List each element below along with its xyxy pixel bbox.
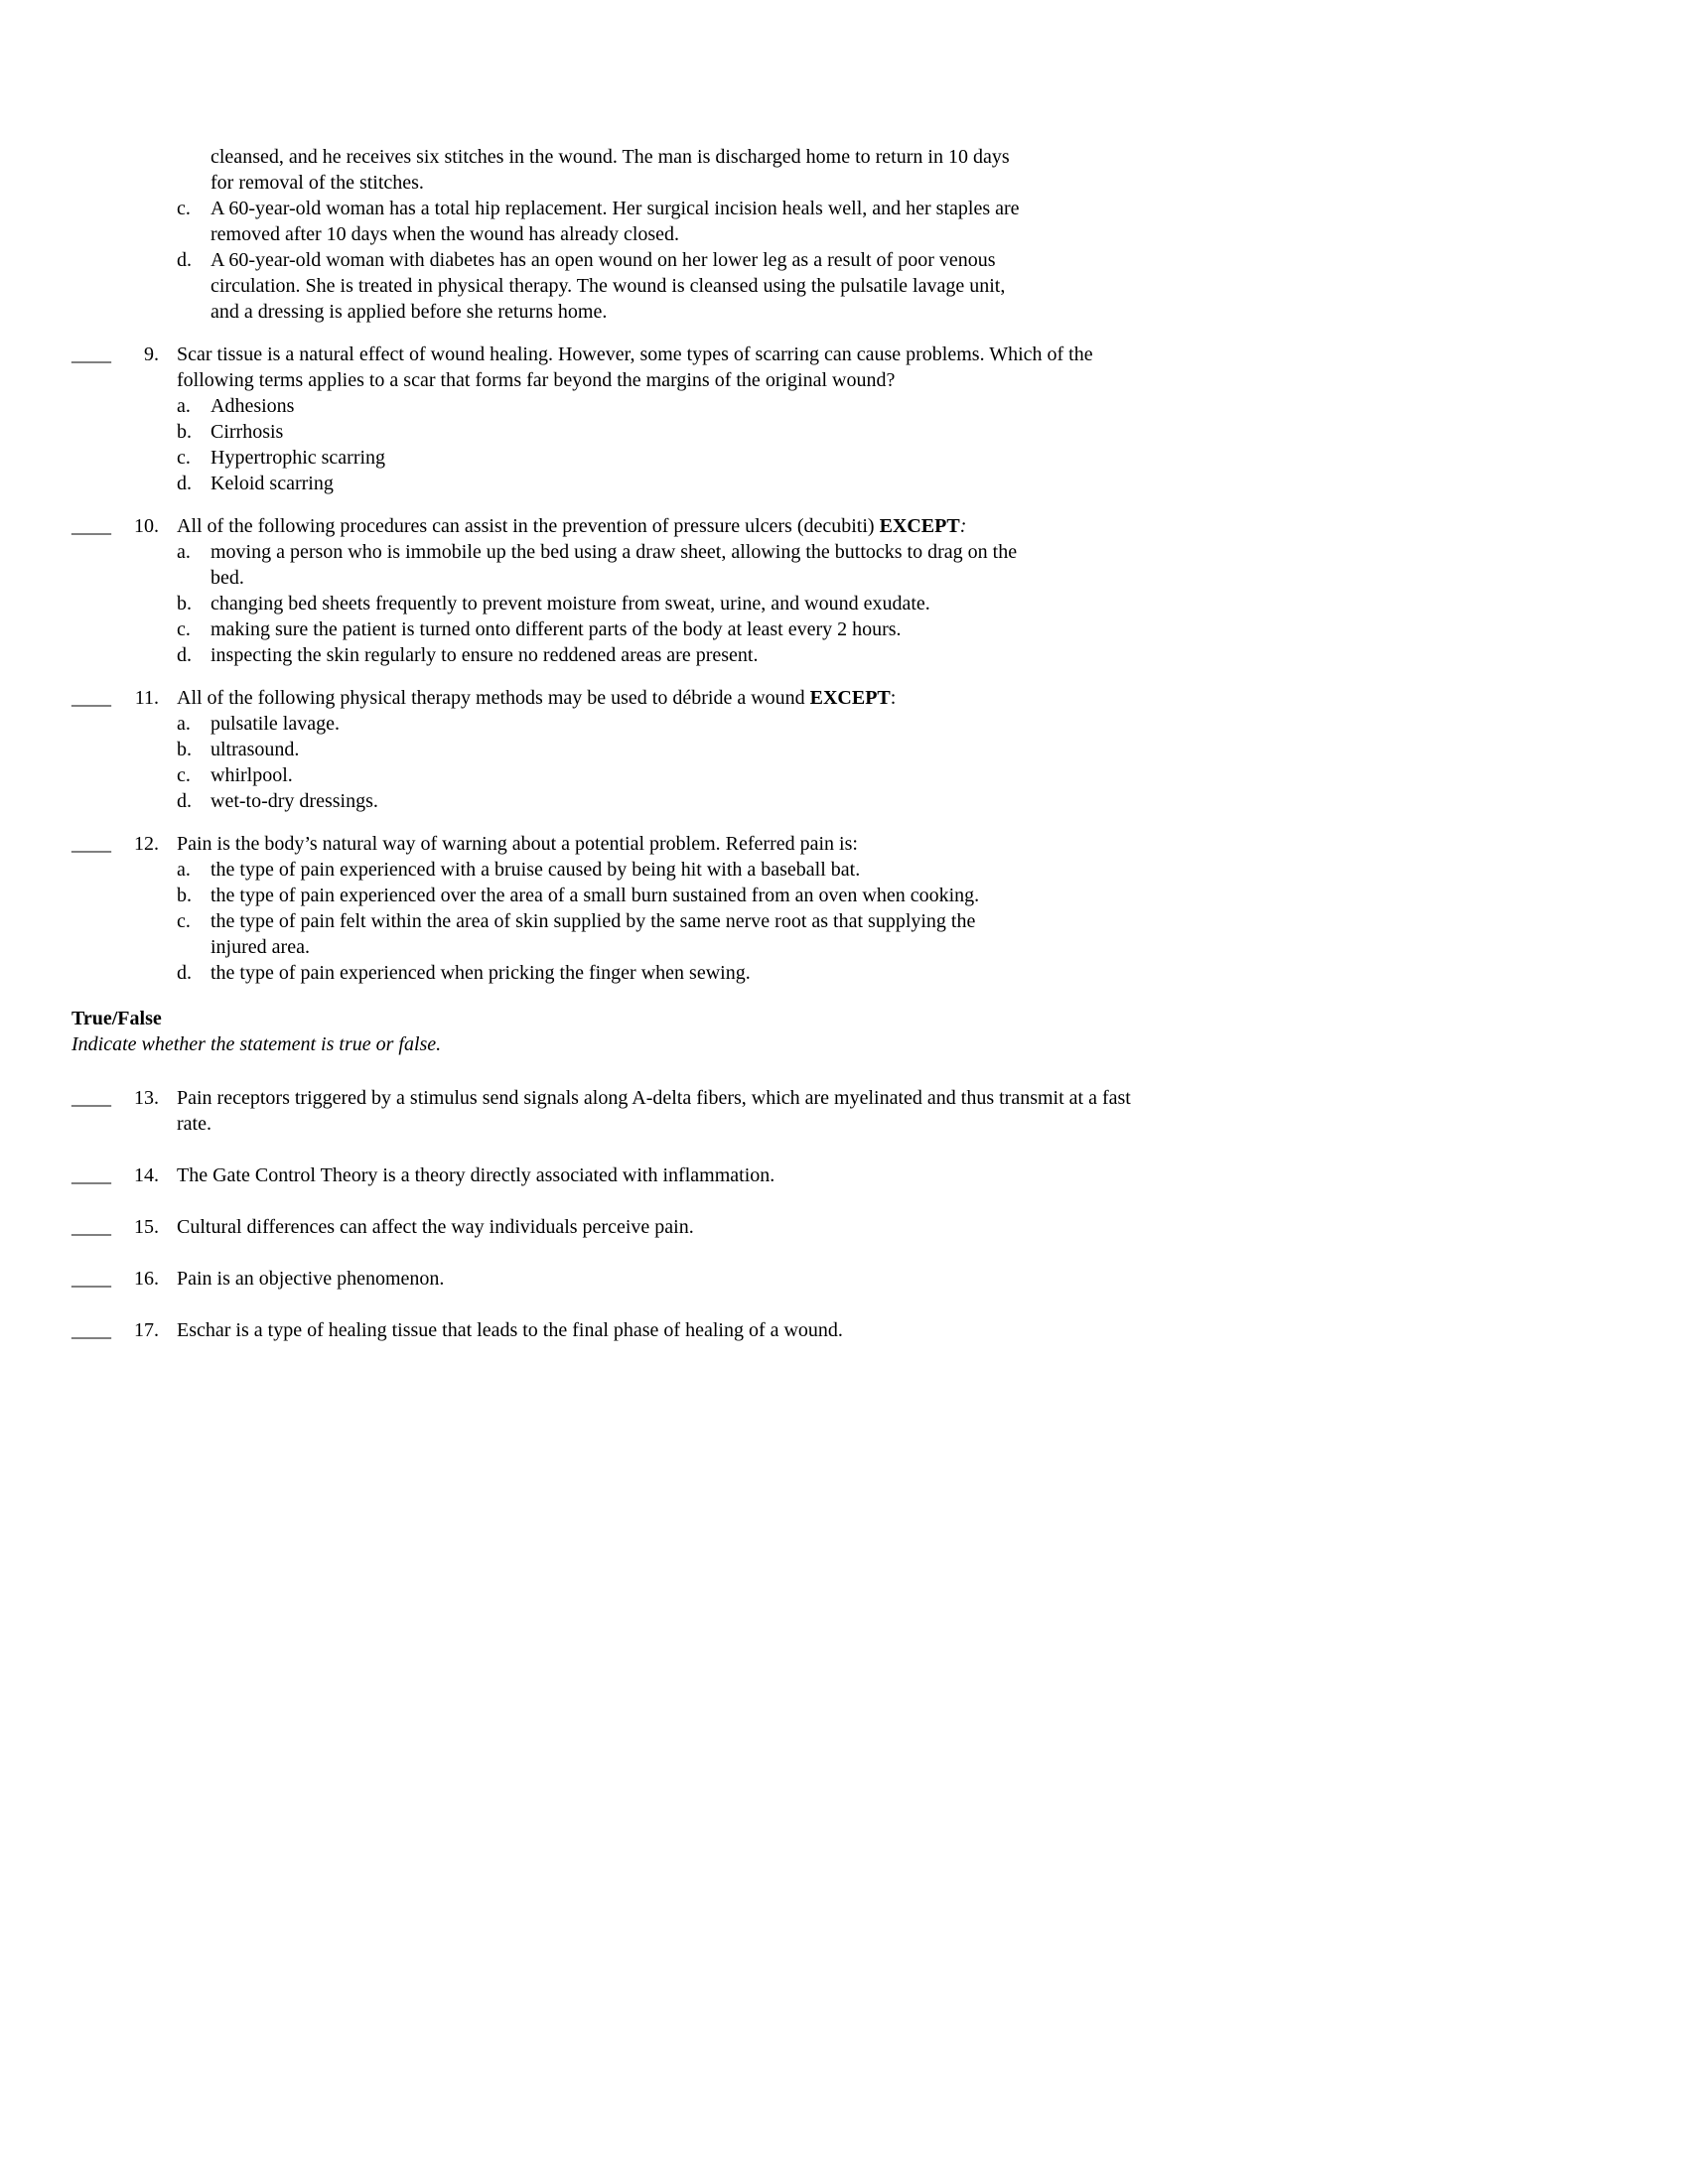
question-body — [177, 341, 1132, 496]
option-letter: a. — [177, 859, 191, 881]
option-text: pulsatile lavage. — [211, 713, 340, 735]
option-text: ultrasound. — [211, 739, 300, 760]
option-letter: d. — [177, 962, 192, 984]
answer-option — [177, 616, 1132, 642]
question-number: 14. — [134, 1164, 159, 1186]
question-stem — [177, 341, 1132, 393]
answer-option — [177, 857, 1132, 883]
option-letter: b. — [177, 593, 192, 614]
option-text: Cirrhosis — [211, 421, 284, 443]
options-list — [177, 539, 1132, 668]
option-text: Adhesions — [211, 395, 295, 417]
answer-blank: ____ — [71, 1216, 111, 1238]
option-text: making sure the patient is turned onto different parts of the body at least every 2 hours. — [211, 618, 902, 640]
question-number: 13. — [134, 1087, 159, 1109]
question-body — [177, 685, 1132, 814]
answer-option — [177, 883, 1132, 908]
option-text: changing bed sheets frequently to prevent moisture from sweat, urine, and wound exudate. — [211, 593, 930, 614]
true-false-instruction: Indicate whether the statement is true or false. — [71, 1033, 442, 1055]
question-stem — [177, 831, 1132, 857]
multiple-choice-section — [71, 341, 1617, 986]
question-stem-text: All of the following procedures can assist in the prevention of pressure ulcers (decubiti) — [177, 515, 880, 537]
question-number: 12. — [134, 833, 159, 855]
statement-text: Pain is an objective phenomenon. — [177, 1268, 445, 1290]
true-false-question — [71, 1162, 1617, 1188]
option-letter: d. — [177, 644, 192, 666]
question-number: 9. — [144, 343, 159, 365]
statement-text: The Gate Control Theory is a theory directly associated with inflammation. — [177, 1164, 775, 1186]
question-stem — [177, 685, 1132, 711]
option-text: whirlpool. — [211, 764, 293, 786]
question-number: 11. — [134, 687, 159, 709]
question-stem-text: All of the following physical therapy methods may be used to débride a wound — [177, 687, 810, 709]
option-text: A 60-year-old woman has a total hip replacement. Her surgical incision heals well, and her staples are removed after 10 days when the wound has already closed. — [211, 198, 1020, 245]
option-letter: b. — [177, 421, 192, 443]
option-letter: a. — [177, 541, 191, 563]
option-text: Hypertrophic scarring — [211, 447, 386, 469]
option-text: moving a person who is immobile up the bed using a draw sheet, allowing the buttocks to drag on the bed. — [211, 541, 1018, 589]
answer-option — [177, 960, 1132, 986]
option-letter: c. — [177, 198, 191, 219]
multiple-choice-question — [71, 831, 1617, 986]
answer-option — [177, 471, 1132, 496]
options-list — [177, 857, 1132, 986]
option-letter: c. — [177, 910, 191, 932]
question-stem-text: Scar tissue is a natural effect of wound healing. However, some types of scarring can cause problems. Which of the following terms applies to a scar that forms far beyond the margins of the original wound? — [177, 343, 1093, 391]
option-letter: c. — [177, 618, 191, 640]
answer-blank: ____ — [71, 833, 111, 855]
question-number: 15. — [134, 1216, 159, 1238]
answer-blank: ____ — [71, 1319, 111, 1341]
answer-option — [177, 196, 1132, 247]
true-false-question — [71, 1214, 1617, 1240]
statement-text: Cultural differences can affect the way individuals perceive pain. — [177, 1216, 694, 1238]
answer-blank: ____ — [71, 1268, 111, 1290]
multiple-choice-question — [71, 341, 1617, 496]
answer-option — [177, 908, 1132, 960]
question-body — [177, 831, 1132, 986]
answer-blank: ____ — [71, 515, 111, 537]
option-letter: b. — [177, 885, 192, 906]
question-body — [177, 1085, 1132, 1137]
question-number: 17. — [134, 1319, 159, 1341]
option-text: inspecting the skin regularly to ensure no reddened areas are present. — [211, 644, 759, 666]
options-list — [177, 393, 1132, 496]
answer-blank: ____ — [71, 1164, 111, 1186]
question-number: 10. — [134, 515, 159, 537]
option-letter: b. — [177, 739, 192, 760]
question-stem-text: : — [890, 687, 897, 709]
option-text: cleansed, and he receives six stitches in the wound. The man is discharged home to return in 10 days for removal of the stitches. — [211, 146, 1010, 194]
option-letter: d. — [177, 790, 192, 812]
option-text: the type of pain experienced with a bruise caused by being hit with a baseball bat. — [211, 859, 861, 881]
option-letter: c. — [177, 447, 191, 469]
answer-option — [177, 445, 1132, 471]
question-body — [177, 1162, 1132, 1188]
answer-blank: ____ — [71, 343, 111, 365]
true-false-question — [71, 1317, 1617, 1343]
answer-option — [177, 762, 1132, 788]
true-false-question — [71, 1266, 1617, 1292]
question-body — [177, 513, 1132, 668]
option-text: the type of pain experienced when pricking the finger when sewing. — [211, 962, 751, 984]
option-letter: a. — [177, 713, 191, 735]
question-body — [177, 1317, 1132, 1343]
option-text: A 60-year-old woman with diabetes has an open wound on her lower leg as a result of poor venous circulation. She is treated in physical therapy. The wound is cleansed using the pulsatile lavage unit, and a dressing is applied before she returns home. — [211, 249, 1006, 323]
answer-blank: ____ — [71, 1087, 111, 1109]
option-letter: c. — [177, 764, 191, 786]
option-letter — [177, 144, 211, 196]
answer-option — [177, 591, 1132, 616]
answer-option — [177, 247, 1132, 325]
statement-text: Eschar is a type of healing tissue that leads to the final phase of healing of a wound. — [177, 1319, 843, 1341]
option-letter: d. — [177, 249, 192, 271]
question-stem-text: : — [959, 515, 967, 537]
option-text: Keloid scarring — [211, 473, 334, 494]
option-letter: d. — [177, 473, 192, 494]
question-stem — [177, 513, 1132, 539]
question-body — [177, 1266, 1132, 1292]
option-letter: a. — [177, 395, 191, 417]
question-stem-text: EXCEPT — [809, 687, 891, 709]
answer-option — [177, 419, 1132, 445]
options-list — [177, 711, 1132, 814]
question-stem-text: Pain is the body’s natural way of warning about a potential problem. Referred pain is: — [177, 833, 858, 855]
answer-option — [177, 737, 1132, 762]
option-text: the type of pain felt within the area of skin supplied by the same nerve root as that supplying the injured area. — [211, 910, 976, 958]
answer-option — [177, 539, 1132, 591]
question-number: 16. — [134, 1268, 159, 1290]
option-text: the type of pain experienced over the area of a small burn sustained from an oven when cooking. — [211, 885, 980, 906]
true-false-section — [71, 1085, 1617, 1343]
answer-option — [177, 788, 1132, 814]
previous-question-continuation — [177, 144, 1132, 325]
multiple-choice-question — [71, 513, 1617, 668]
answer-option — [177, 144, 1132, 196]
true-false-section-title: True/False — [71, 1008, 162, 1029]
answer-option — [177, 642, 1132, 668]
question-stem-text: EXCEPT — [879, 515, 960, 537]
true-false-question — [71, 1085, 1617, 1137]
statement-text: Pain receptors triggered by a stimulus send signals along A-delta fibers, which are myelinated and thus transmit at a fast rate. — [177, 1087, 1131, 1135]
answer-blank: ____ — [71, 687, 111, 709]
option-text: wet-to-dry dressings. — [211, 790, 378, 812]
question-body — [177, 1214, 1132, 1240]
answer-option — [177, 711, 1132, 737]
answer-option — [177, 393, 1132, 419]
multiple-choice-question — [71, 685, 1617, 814]
